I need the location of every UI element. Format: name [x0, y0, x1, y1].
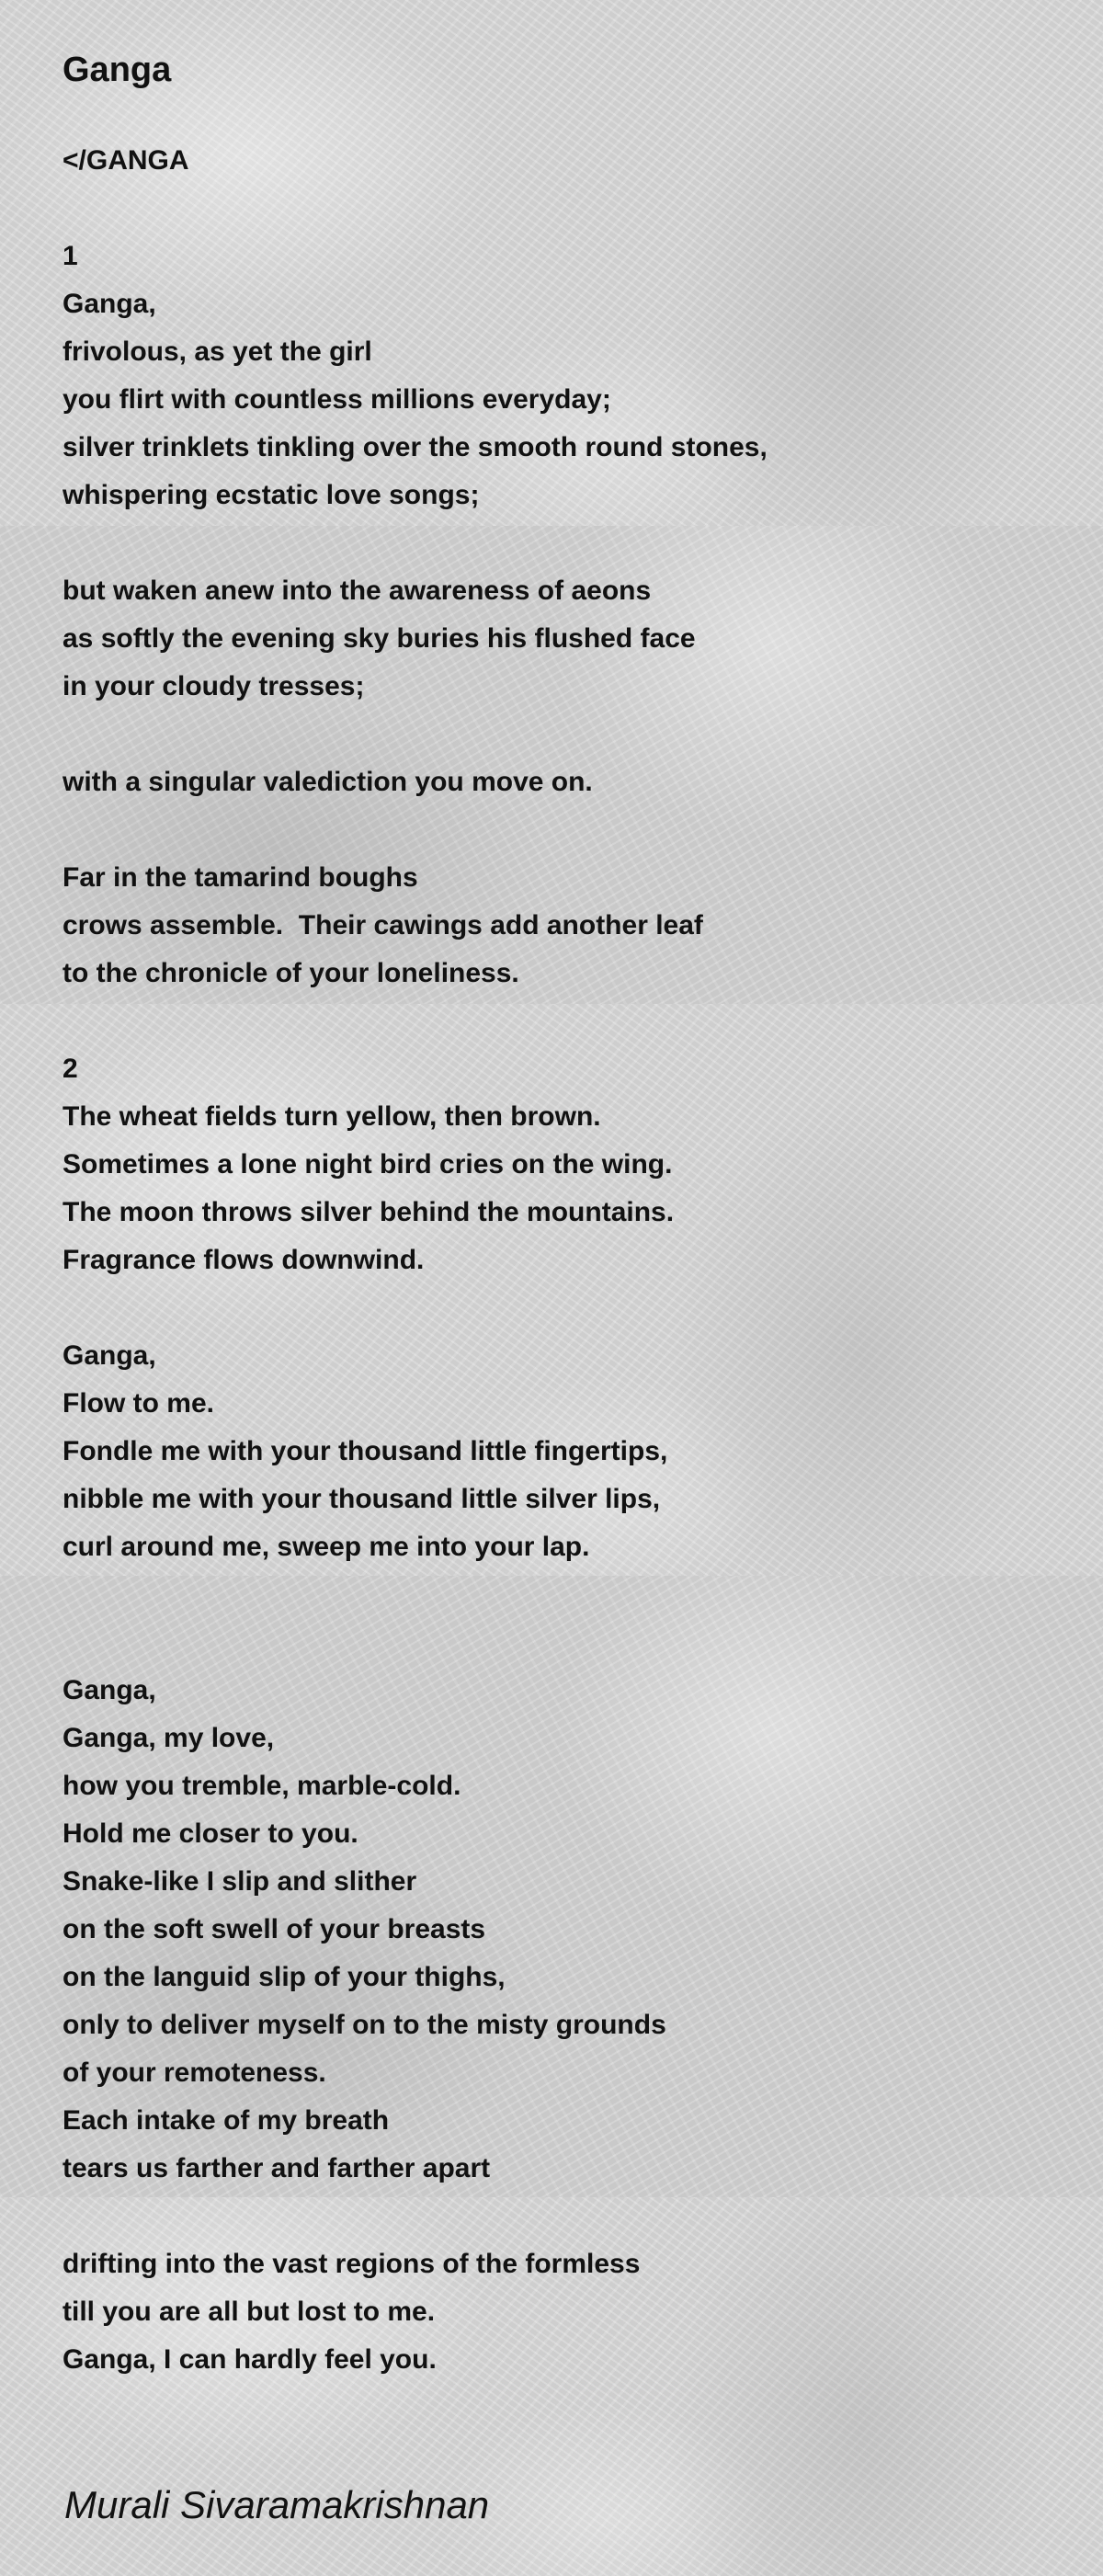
- poem-line: The wheat fields turn yellow, then brown.: [63, 1101, 601, 1132]
- poem-line: drifting into the vast regions of the formless: [63, 2249, 641, 2279]
- poem-line: only to deliver myself on to the misty grounds: [63, 2010, 666, 2040]
- poem-blank-line: [63, 806, 768, 854]
- poem-lines: [63, 137, 768, 2384]
- poem-title: Ganga: [63, 51, 172, 89]
- poem-line: Fondle me with your thousand little fingertips,: [63, 1436, 668, 1466]
- poem-line: Ganga, I can hardly feel you.: [63, 2344, 437, 2375]
- poem-line: of your remoteness.: [63, 2057, 326, 2088]
- poem-line: Ganga, my love,: [63, 1723, 275, 1753]
- poem-blank-line: [63, 711, 768, 758]
- poem-line: as softly the evening sky buries his flushed face: [63, 623, 696, 654]
- poem-author: Murali Sivaramakrishnan: [64, 2483, 490, 2526]
- poem-line: silver trinklets tinkling over the smooth round stones,: [63, 432, 768, 462]
- poem-blank-line: [63, 185, 768, 233]
- poem-line: The moon throws silver behind the mountains.: [63, 1197, 675, 1227]
- poem-line: but waken anew into the awareness of aeons: [63, 576, 652, 606]
- poem-line: whispering ecstatic love songs;: [63, 480, 480, 510]
- poem-line: Snake-like I slip and slither: [63, 1866, 417, 1897]
- poem-line: to the chronicle of your loneliness.: [63, 958, 519, 988]
- poem-line: Flow to me.: [63, 1388, 214, 1419]
- poem-line: on the languid slip of your thighs,: [63, 1962, 506, 1992]
- poem-line: in your cloudy tresses;: [63, 671, 365, 701]
- poem-line: how you tremble, marble-cold.: [63, 1771, 461, 1801]
- poem-line: Hold me closer to you.: [63, 1818, 358, 1849]
- poem-line: tears us farther and farther apart: [63, 2153, 491, 2183]
- poem-blank-line: [63, 1284, 768, 1332]
- poem-blank-line: [63, 2193, 768, 2240]
- poem-line: till you are all but lost to me.: [63, 2297, 436, 2327]
- poem-line: Sometimes a lone night bird cries on the wing.: [63, 1149, 673, 1180]
- poem-line: on the soft swell of your breasts: [63, 1914, 486, 1944]
- poem-blank-line: [63, 1619, 768, 1667]
- poem-line: crows assemble. Their cawings add another leaf: [63, 910, 703, 940]
- poem-blank-line: [63, 997, 768, 1045]
- poem-line: Ganga,: [63, 1340, 156, 1371]
- poem-line: Far in the tamarind boughs: [63, 862, 418, 893]
- poem-line: Ganga,: [63, 289, 156, 319]
- poem-line: Each intake of my breath: [63, 2105, 390, 2136]
- poem-line: Ganga,: [63, 1675, 156, 1705]
- poem-line: </GANGA: [63, 145, 189, 176]
- poem-blank-line: [63, 519, 768, 567]
- poem-blank-line: [63, 1571, 768, 1619]
- poem-line: with a singular valediction you move on.: [63, 767, 593, 797]
- poem-line: curl around me, sweep me into your lap.: [63, 1532, 590, 1562]
- poem-line: frivolous, as yet the girl: [63, 336, 372, 367]
- poem-line: you flirt with countless millions everyday;: [63, 384, 611, 415]
- poem-line: 1: [63, 241, 78, 271]
- poem-line: Fragrance flows downwind.: [63, 1245, 425, 1275]
- poem-line: 2: [63, 1054, 78, 1084]
- poem-line: nibble me with your thousand little silver lips,: [63, 1484, 661, 1514]
